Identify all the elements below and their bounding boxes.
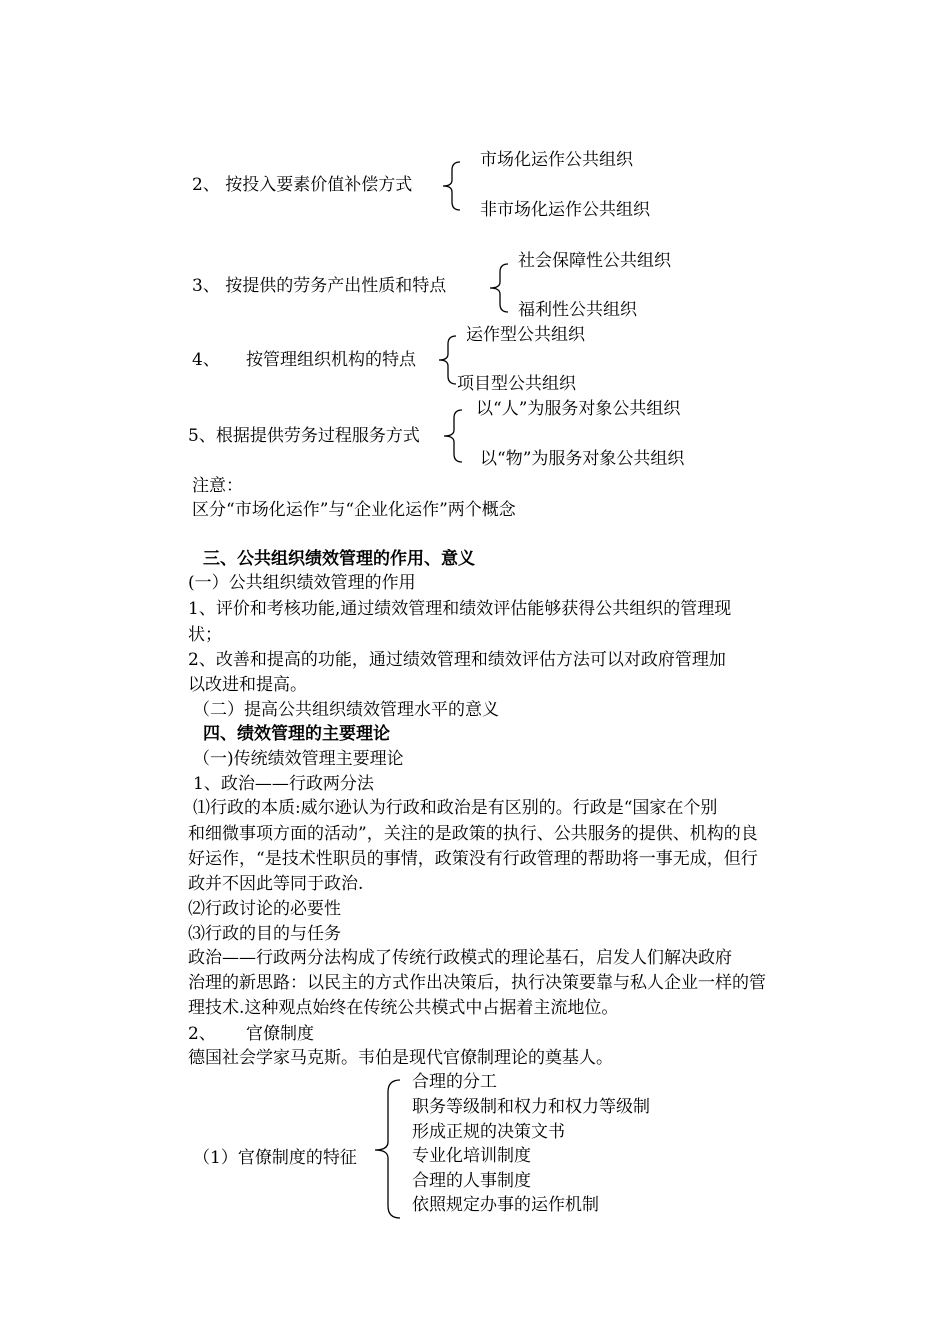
class-3-option-2: 福利性公共组织 (518, 300, 637, 320)
class-3-label: 3、 按提供的劳务产出性质和特点 (192, 276, 447, 296)
note-title: 注意： (192, 476, 243, 496)
section-3-item-2-line-2: 以改进和提高。 (188, 675, 307, 695)
summary-line-2: 治理的新思路：以民主的方式作出决策后，执行决策要靠与私人企业一样的管 (188, 973, 766, 993)
brace-2 (440, 160, 462, 212)
bureaucracy-item-1: 合理的分工 (412, 1072, 497, 1092)
paragraph-1-line-1: ⑴行政的本质:威尔逊认为行政和政治是有区别的。行政是“国家在个别 (193, 798, 718, 818)
brace-4 (436, 334, 458, 386)
class-5-label: 5、根据提供劳务过程服务方式 (188, 426, 420, 446)
bureaucracy-label: （1）官僚制度的特征 (193, 1148, 357, 1168)
class-5-option-2: 以“物”为服务对象公共组织 (480, 449, 685, 469)
bureaucracy-item-5: 合理的人事制度 (412, 1171, 531, 1191)
section-3-sub-1: (一）公共组织绩效管理的作用 (188, 573, 416, 593)
bureaucracy-item-4: 专业化培训制度 (412, 1146, 531, 1166)
class-4-label: 按管理组织机构的特点 (246, 350, 416, 370)
theory-2-number: 2、 (188, 1024, 216, 1044)
paragraph-3: ⑶行政的目的与任务 (188, 924, 341, 944)
section-4-sub-1: （一)传统绩效管理主要理论 (193, 749, 404, 769)
class-3-option-1: 社会保障性公共组织 (518, 251, 671, 271)
class-2-option-1: 市场化运作公共组织 (480, 150, 633, 170)
bureaucracy-item-6: 依照规定办事的运作机制 (412, 1195, 599, 1215)
class-4-number: 4、 (192, 350, 220, 370)
weber-sentence: 德国社会学家马克斯。韦伯是现代官僚制理论的奠基人。 (188, 1048, 613, 1068)
note-text: 区分“市场化运作”与“企业化运作”两个概念 (192, 500, 516, 520)
paragraph-1-line-3: 好运作，“是技术性职员的事情，政策没有行政管理的帮助将一事无成，但行 (188, 849, 758, 869)
class-5-option-1: 以“人”为服务对象公共组织 (476, 399, 681, 419)
class-4-option-2: 项目型公共组织 (457, 374, 576, 394)
class-4-option-1: 运作型公共组织 (466, 325, 585, 345)
section-3-item-2-line-1: 2、改善和提高的功能，通过绩效管理和绩效评估方法可以对政府管理加 (188, 650, 726, 670)
paragraph-2: ⑵行政讨论的必要性 (188, 899, 341, 919)
section-3-item-1-line-1: 1、评价和考核功能,通过绩效管理和绩效评估能够获得公共组织的管理现 (188, 599, 732, 619)
brace-5 (440, 408, 464, 464)
paragraph-1-line-2: 和细微事项方面的活动”，关注的是政策的执行、公共服务的提供、机构的良 (188, 824, 758, 844)
brace-3 (486, 262, 510, 314)
section-3-item-1-line-2: 状； (188, 625, 222, 645)
theory-1-title: 1、政治——行政两分法 (193, 774, 374, 794)
class-2-label: 2、 按投入要素价值补偿方式 (192, 175, 413, 195)
bureaucracy-item-2: 职务等级制和权力和权力等级制 (412, 1097, 650, 1117)
paragraph-1-line-4: 政并不因此等同于政治. (188, 874, 364, 894)
section-3-sub-2: （二）提高公共组织绩效管理水平的意义 (193, 700, 499, 720)
class-2-option-2: 非市场化运作公共组织 (480, 200, 650, 220)
summary-line-1: 政治——行政两分法构成了传统行政模式的理论基石，启发人们解决政府 (188, 948, 732, 968)
brace-bureaucracy (372, 1078, 402, 1220)
theory-2-title: 官僚制度 (246, 1024, 314, 1044)
summary-line-3: 理技术.这种观点始终在传统公共模式中占据着主流地位。 (188, 998, 619, 1018)
bureaucracy-item-3: 形成正规的决策文书 (412, 1122, 565, 1142)
section-3-heading: 三、公共组织绩效管理的作用、意义 (203, 549, 475, 569)
section-4-heading: 四、绩效管理的主要理论 (203, 724, 390, 744)
